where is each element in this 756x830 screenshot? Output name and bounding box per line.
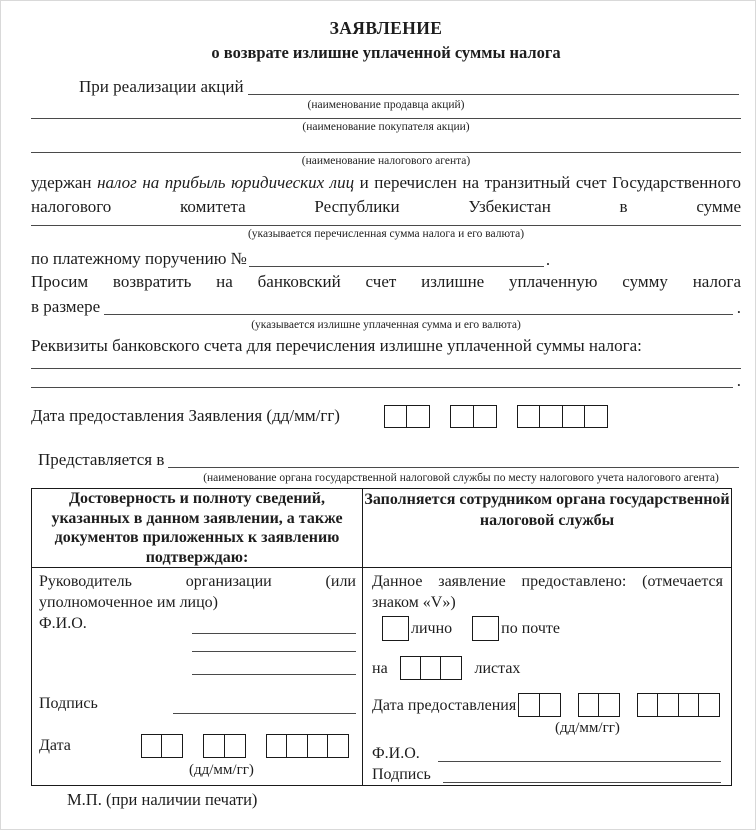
sheets-count-boxes [400,656,463,680]
application-date-boxes [384,405,608,428]
input-box-group [400,656,463,680]
provision-date-row [372,693,723,717]
input-box-cell[interactable] [518,693,540,717]
confirmation-table [31,488,732,786]
bank-details-input-line-1[interactable] [31,359,741,369]
submitted-to-input-line[interactable] [168,453,739,468]
transferred-sum-input-line[interactable] [31,218,741,226]
application-date-label: Дата предоставления Заявления (дд/мм/гг) [31,406,340,425]
refund-request-line: Просим возвратить на банковский счет излишне уплаченную сумму налога [31,272,741,291]
input-box-cell[interactable] [161,734,183,758]
delivery-method-row [372,615,723,641]
buyer-caption: (наименование покупателя акции) [302,121,470,133]
on-label: на [372,659,388,677]
input-box-cell[interactable] [286,734,308,758]
overpaid-sum-caption: (указывается излишне уплаченная сумма и его валюта) [251,319,521,331]
official-signature-row [372,764,723,785]
submitted-to-row [31,448,741,470]
buyer-input-line[interactable] [31,112,741,119]
refund-amount-input-line[interactable] [104,300,733,315]
input-box-cell[interactable] [450,405,474,428]
official-fio-row [372,743,723,764]
input-box-group [450,405,496,428]
seller-caption: (наименование продавца акций) [307,99,465,111]
input-box-group [266,734,349,758]
in-person-label: лично [411,619,453,637]
input-box-cell[interactable] [698,693,720,717]
fio-label: Ф.И.О. [39,615,87,632]
provided-label: Данное заявление предоставлено: (отмечается знаком «V») [372,573,723,611]
input-box-cell[interactable] [440,656,462,680]
document-subtitle: о возврате излишне уплаченной суммы налога [211,43,561,62]
input-box-cell[interactable] [406,405,430,428]
by-mail-checkbox[interactable] [472,616,499,641]
agent-input-line[interactable] [31,134,741,153]
date-label: Дата [39,737,71,754]
agent-caption: (наименование налогового агента) [301,155,471,167]
stamp-note: М.П. (при наличии печати) [67,790,258,809]
withheld-text-italic: налог на прибыль юридических лиц [97,173,355,192]
shares-seller-input-line[interactable] [248,80,739,95]
submitted-to-caption: (наименование органа государственной налоговой службы по месту налогового учета налогового агента) [203,472,719,484]
sheets-label: листах [474,659,521,677]
input-box-cell[interactable] [584,405,608,428]
in-person-checkbox[interactable] [382,616,409,641]
refund-amount-label: в размере [31,297,101,316]
period-mark: . [736,298,741,317]
signature-row [39,693,356,714]
provision-date-boxes [518,693,720,717]
input-box-cell[interactable] [307,734,329,758]
provision-date-label: Дата предоставления [372,696,517,714]
withheld-text-part3: и перечислен на транзитный счет Государственного налогового комитета Республики Узбекистан в сумме [31,173,741,216]
payment-order-row [31,248,741,269]
refund-amount-row [31,295,741,317]
payment-order-number-input-line[interactable] [249,252,544,267]
input-box-cell[interactable] [578,693,600,717]
withheld-text-part1: удержан [31,173,98,192]
input-box-cell[interactable] [637,693,659,717]
date-format-caption: (дд/мм/гг) [189,762,254,778]
input-box-cell[interactable] [420,656,442,680]
right-header-cell: Заполняется сотрудником органа государственной налоговой службы [363,489,732,568]
input-box-group [384,405,430,428]
input-box-cell[interactable] [562,405,586,428]
input-box-cell[interactable] [141,734,163,758]
table-body-row [32,568,732,786]
input-box-group [637,693,720,717]
input-box-cell[interactable] [327,734,349,758]
left-header-cell: Достоверность и полноту сведений, указанных в данном заявлении, а также документов приложенных к заявлению подтверждаю: [32,489,363,568]
right-body-cell [363,568,732,786]
official-fio-label: Ф.И.О. [372,745,420,762]
period-mark: . [736,371,741,390]
input-box-cell[interactable] [678,693,700,717]
date-row [39,734,356,757]
period-mark: . [545,250,551,269]
left-body-cell [32,568,363,786]
input-box-cell[interactable] [224,734,246,758]
input-box-group [578,693,620,717]
input-box-group [141,734,183,758]
input-box-cell[interactable] [400,656,422,680]
head-of-organization-label: Руководитель организации (или уполномоченное им лицо) [39,573,356,611]
input-box-cell[interactable] [384,405,408,428]
input-box-cell[interactable] [657,693,679,717]
fio-input-line-2[interactable] [192,634,356,652]
payment-order-label: по платежному поручению № [31,249,247,268]
input-box-group [518,693,560,717]
bank-details-input-line-2[interactable] [31,373,733,388]
input-box-cell[interactable] [517,405,541,428]
input-box-cell[interactable] [203,734,225,758]
official-signature-label: Подпись [372,766,431,783]
application-date-row [31,405,741,427]
transferred-sum-caption: (указывается перечисленная сумма налога и его валюта) [247,228,525,240]
shares-sale-row [31,73,741,97]
input-box-cell[interactable] [598,693,620,717]
date-format-caption: (дд/мм/гг) [555,720,620,736]
shares-sale-label: При реализации акций [79,77,244,96]
withheld-tax-paragraph [31,171,741,218]
official-signature-input-line[interactable] [443,768,721,783]
input-box-cell[interactable] [473,405,497,428]
document-title: ЗАЯВЛЕНИЕ [329,18,443,38]
bank-details-row-2 [31,369,741,390]
input-box-cell[interactable] [539,405,563,428]
official-fio-input-line[interactable] [438,747,721,762]
date-boxes [141,734,349,758]
by-mail-label: по почте [501,619,561,637]
bank-details-heading: Реквизиты банковского счета для перечисления излишне уплаченной суммы налога: [31,336,642,355]
fio-row [39,613,356,634]
input-box-group [203,734,245,758]
fio-input-line-1[interactable] [192,617,356,634]
fio-input-line-3[interactable] [192,652,356,675]
table-header-row [32,489,732,568]
sheets-count-row [372,656,723,680]
input-box-cell[interactable] [266,734,288,758]
input-box-cell[interactable] [539,693,561,717]
submitted-to-label: Представляется в [38,450,165,469]
signature-input-line[interactable] [173,699,356,714]
input-box-group [517,405,608,428]
signature-label: Подпись [39,695,98,712]
